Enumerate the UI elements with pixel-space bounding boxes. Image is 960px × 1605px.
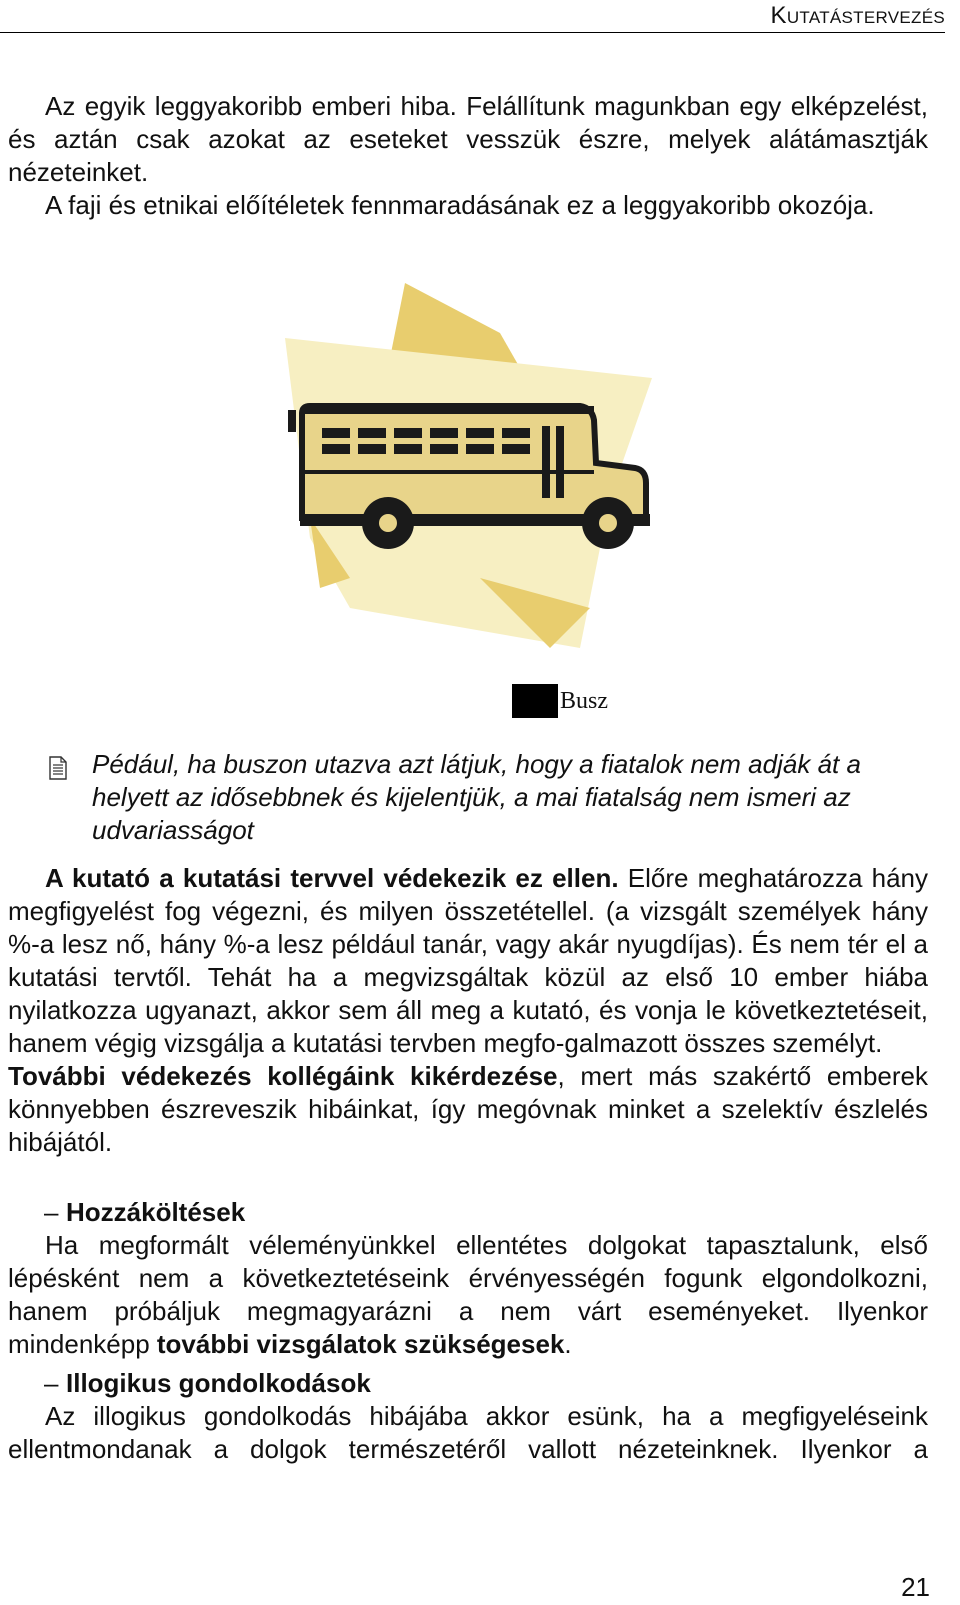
note-text: Pédául, ha buszon utazva azt látjuk, hogy a fiatalok nem adják át a helyett az idősebbnek és kijelentjük, a mai fiatalság nem ismeri az udvariasságot — [92, 749, 861, 845]
hozzakoltesek-paragraph — [8, 1229, 928, 1361]
main-bold-2: További védekezés kollégáink kikérdezése — [8, 1061, 558, 1091]
section-title: Illogikus gondolkodások — [66, 1368, 371, 1398]
main-paragraph — [8, 862, 928, 1159]
dash-bullet: – — [44, 1368, 59, 1398]
main-paragraph-text — [8, 862, 928, 1159]
page-number: 21 — [901, 1572, 930, 1602]
caption-marker — [512, 684, 558, 718]
header-title: Kutatástervezés — [770, 2, 945, 29]
intro-paragraph — [8, 90, 928, 222]
bus-roof-line — [304, 406, 594, 414]
illogikus-paragraph — [8, 1400, 928, 1466]
hozzakoltesek-body: Ha megformált véleményünkkel ellentétes dolgokat tapasztalunk, első lépésként nem a következtetéseink érvényességén fogunk elgondolkozni, hanem próbáljuk megmagyarázni a nem várt eseményeket. Ilyenkor mindenképp — [8, 1230, 928, 1359]
bus-illustration — [280, 278, 670, 658]
bus-mirror — [288, 410, 296, 432]
figure-caption — [512, 684, 608, 718]
main-text-2: , mert más szakértő emberek könnyebben észreveszik hibáinkat, így megóvnak minket a szelektív észlelés hibájától. — [8, 1061, 928, 1157]
main-bold-intro: A kutató a kutatási tervvel védekezik ez ellen. — [45, 863, 619, 893]
section-title: Hozzáköltések — [66, 1197, 246, 1227]
intro-line-2: A faji és etnikai előítéletek fennmaradásának ez a leggyakoribb okozója. — [45, 190, 875, 220]
intro-line-1: Az egyik leggyakoribb emberi hiba. Felállítunk magunkban egy elképzelést, és aztán csak azokat az eseteket vesszük észre, melyek alátámasztják nézeteinket. — [8, 91, 928, 187]
document-note-icon — [49, 756, 67, 780]
main-text-1: Előre meghatározza hány megfigyelést fog végezni, és milyen összetétellel. (a vizsgált személyek hány %-a lesz nő, hány %-a lesz például tanár, vagy akár nyugdíjas). És nem tér el a kutatási tervtől. Tehát ha a megvizsgáltak közül az első 10 ember hiába nyilatkozza ugyanazt, akkor sem áll meg a kutató, és vonja le következtetéseit, hanem végig vizsgálja a kutatási tervben megfo-galmazott összes személyt. — [8, 863, 928, 1058]
dash-bullet: – — [44, 1197, 59, 1227]
section-heading-hozzakoltesek — [44, 1196, 245, 1229]
hozzakoltesek-text — [8, 1229, 928, 1361]
bus-stripe — [304, 470, 594, 474]
illogikus-text: Az illogikus gondolkodás hibájába akkor esünk, ha a megfigyeléseink ellentmondanak a dolgok természetéről vallott nézeteinknek. Ilyenkor a — [8, 1401, 928, 1464]
page-header — [0, 0, 945, 33]
hozzakoltesek-end: . — [564, 1329, 572, 1359]
hozzakoltesek-bold: további vizsgálatok szükségesek — [156, 1329, 565, 1359]
section-heading-illogikus — [44, 1367, 371, 1400]
caption-text: Busz — [560, 688, 608, 714]
